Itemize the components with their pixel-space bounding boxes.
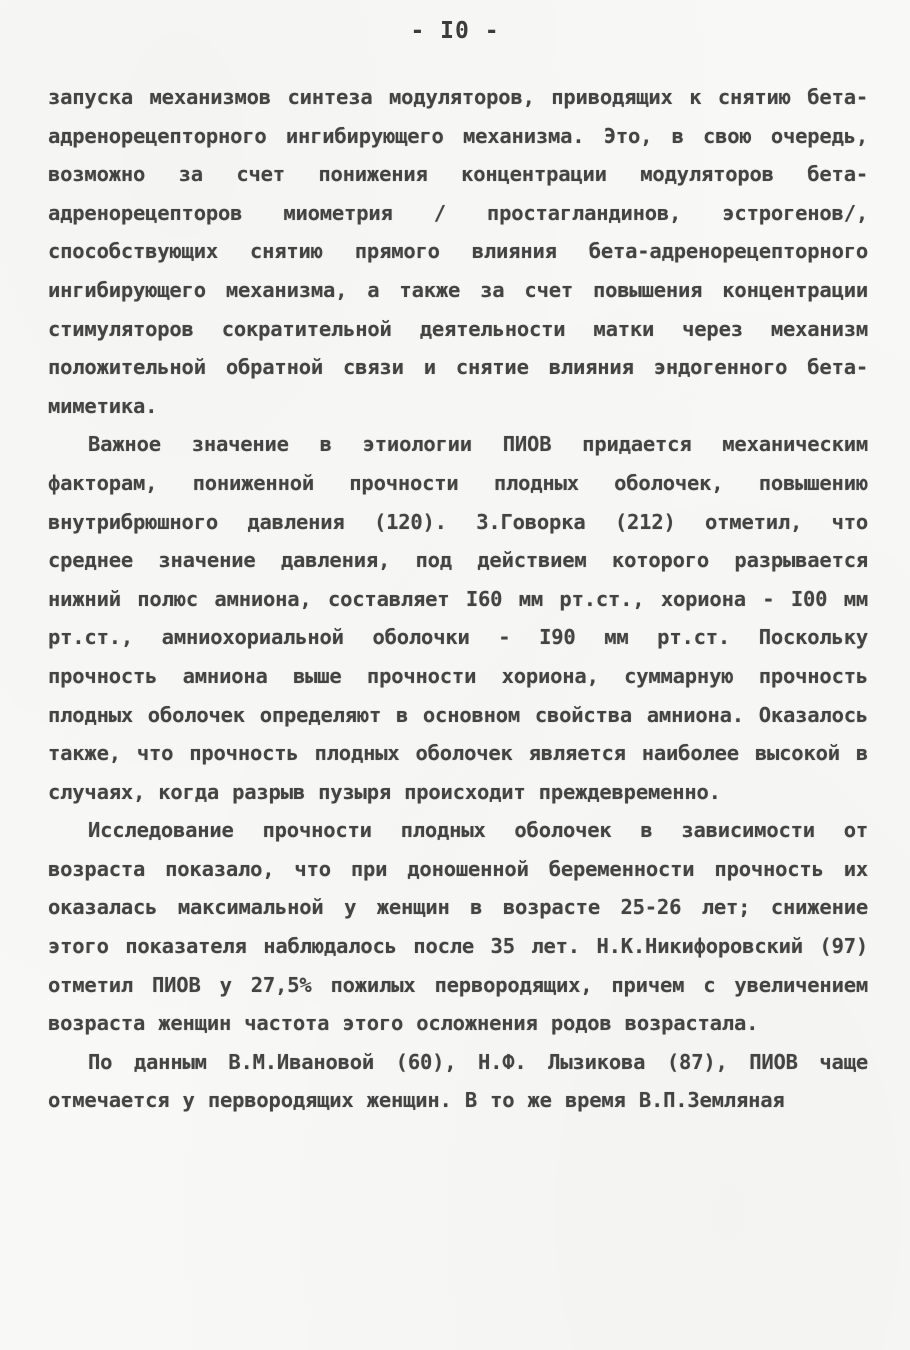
page-number: - I0 - [410, 18, 500, 44]
paragraph-3: Исследование прочности плодных оболочек в зависимости от возраста показало, что при доношенной беременности прочность их оказалась максимальной у женщин в возрасте 25-26 лет; снижение этого показателя наблюдалось после 35 лет. Н.К.Никифоровский (97) отметил ПИОВ у 27,5% пожилых первородящих, причем с увеличением возраста женщин частота этого осложнения родов возрастала. [48, 818, 868, 1036]
paragraph-4: По данным В.М.Ивановой (60), Н.Ф. Лызикова (87), ПИОВ чаще отмечается у первородящих женщин. В то же время В.П.Земляная [48, 1049, 868, 1113]
paragraph-1: запуска механизмов синтеза модуляторов, приводящих к снятию бета-адренорецепторного ингибирующего механизма. Это, в свою очередь, возможно за счет понижения концентрации модуляторов бета-адренорецепторов миометрия / простагландинов, эстрогенов/, способствующих снятию прямого влияния бета-адренорецепторного ингибирующего механизма, а также за счет повышения концентрации стимуляторов сократительной деятельности матки через механизм положительной обратной связи и снятие влияния эндогенного бета-миметика. [48, 85, 868, 418]
paragraph-2: Важное значение в этиологии ПИОВ придается механическим факторам, пониженной прочности плодных оболочек, повышению внутрибрюшного давления (120). З.Говорка (212) отметил, что среднее значение давления, под действием которого разрывается нижний полюс амниона, составляет I60 мм рт.ст., хориона - I00 мм рт.ст., амниохориальной оболочки - I90 мм рт.ст. Поскольку прочность амниона выше прочности хориона, суммарную прочность плодных оболочек определяют в основном свойства амниона. Оказалось также, что прочность плодных оболочек является наиболее высокой в случаях, когда разрыв пузыря происходит преждевременно. [48, 432, 868, 804]
body-text [48, 78, 868, 1120]
